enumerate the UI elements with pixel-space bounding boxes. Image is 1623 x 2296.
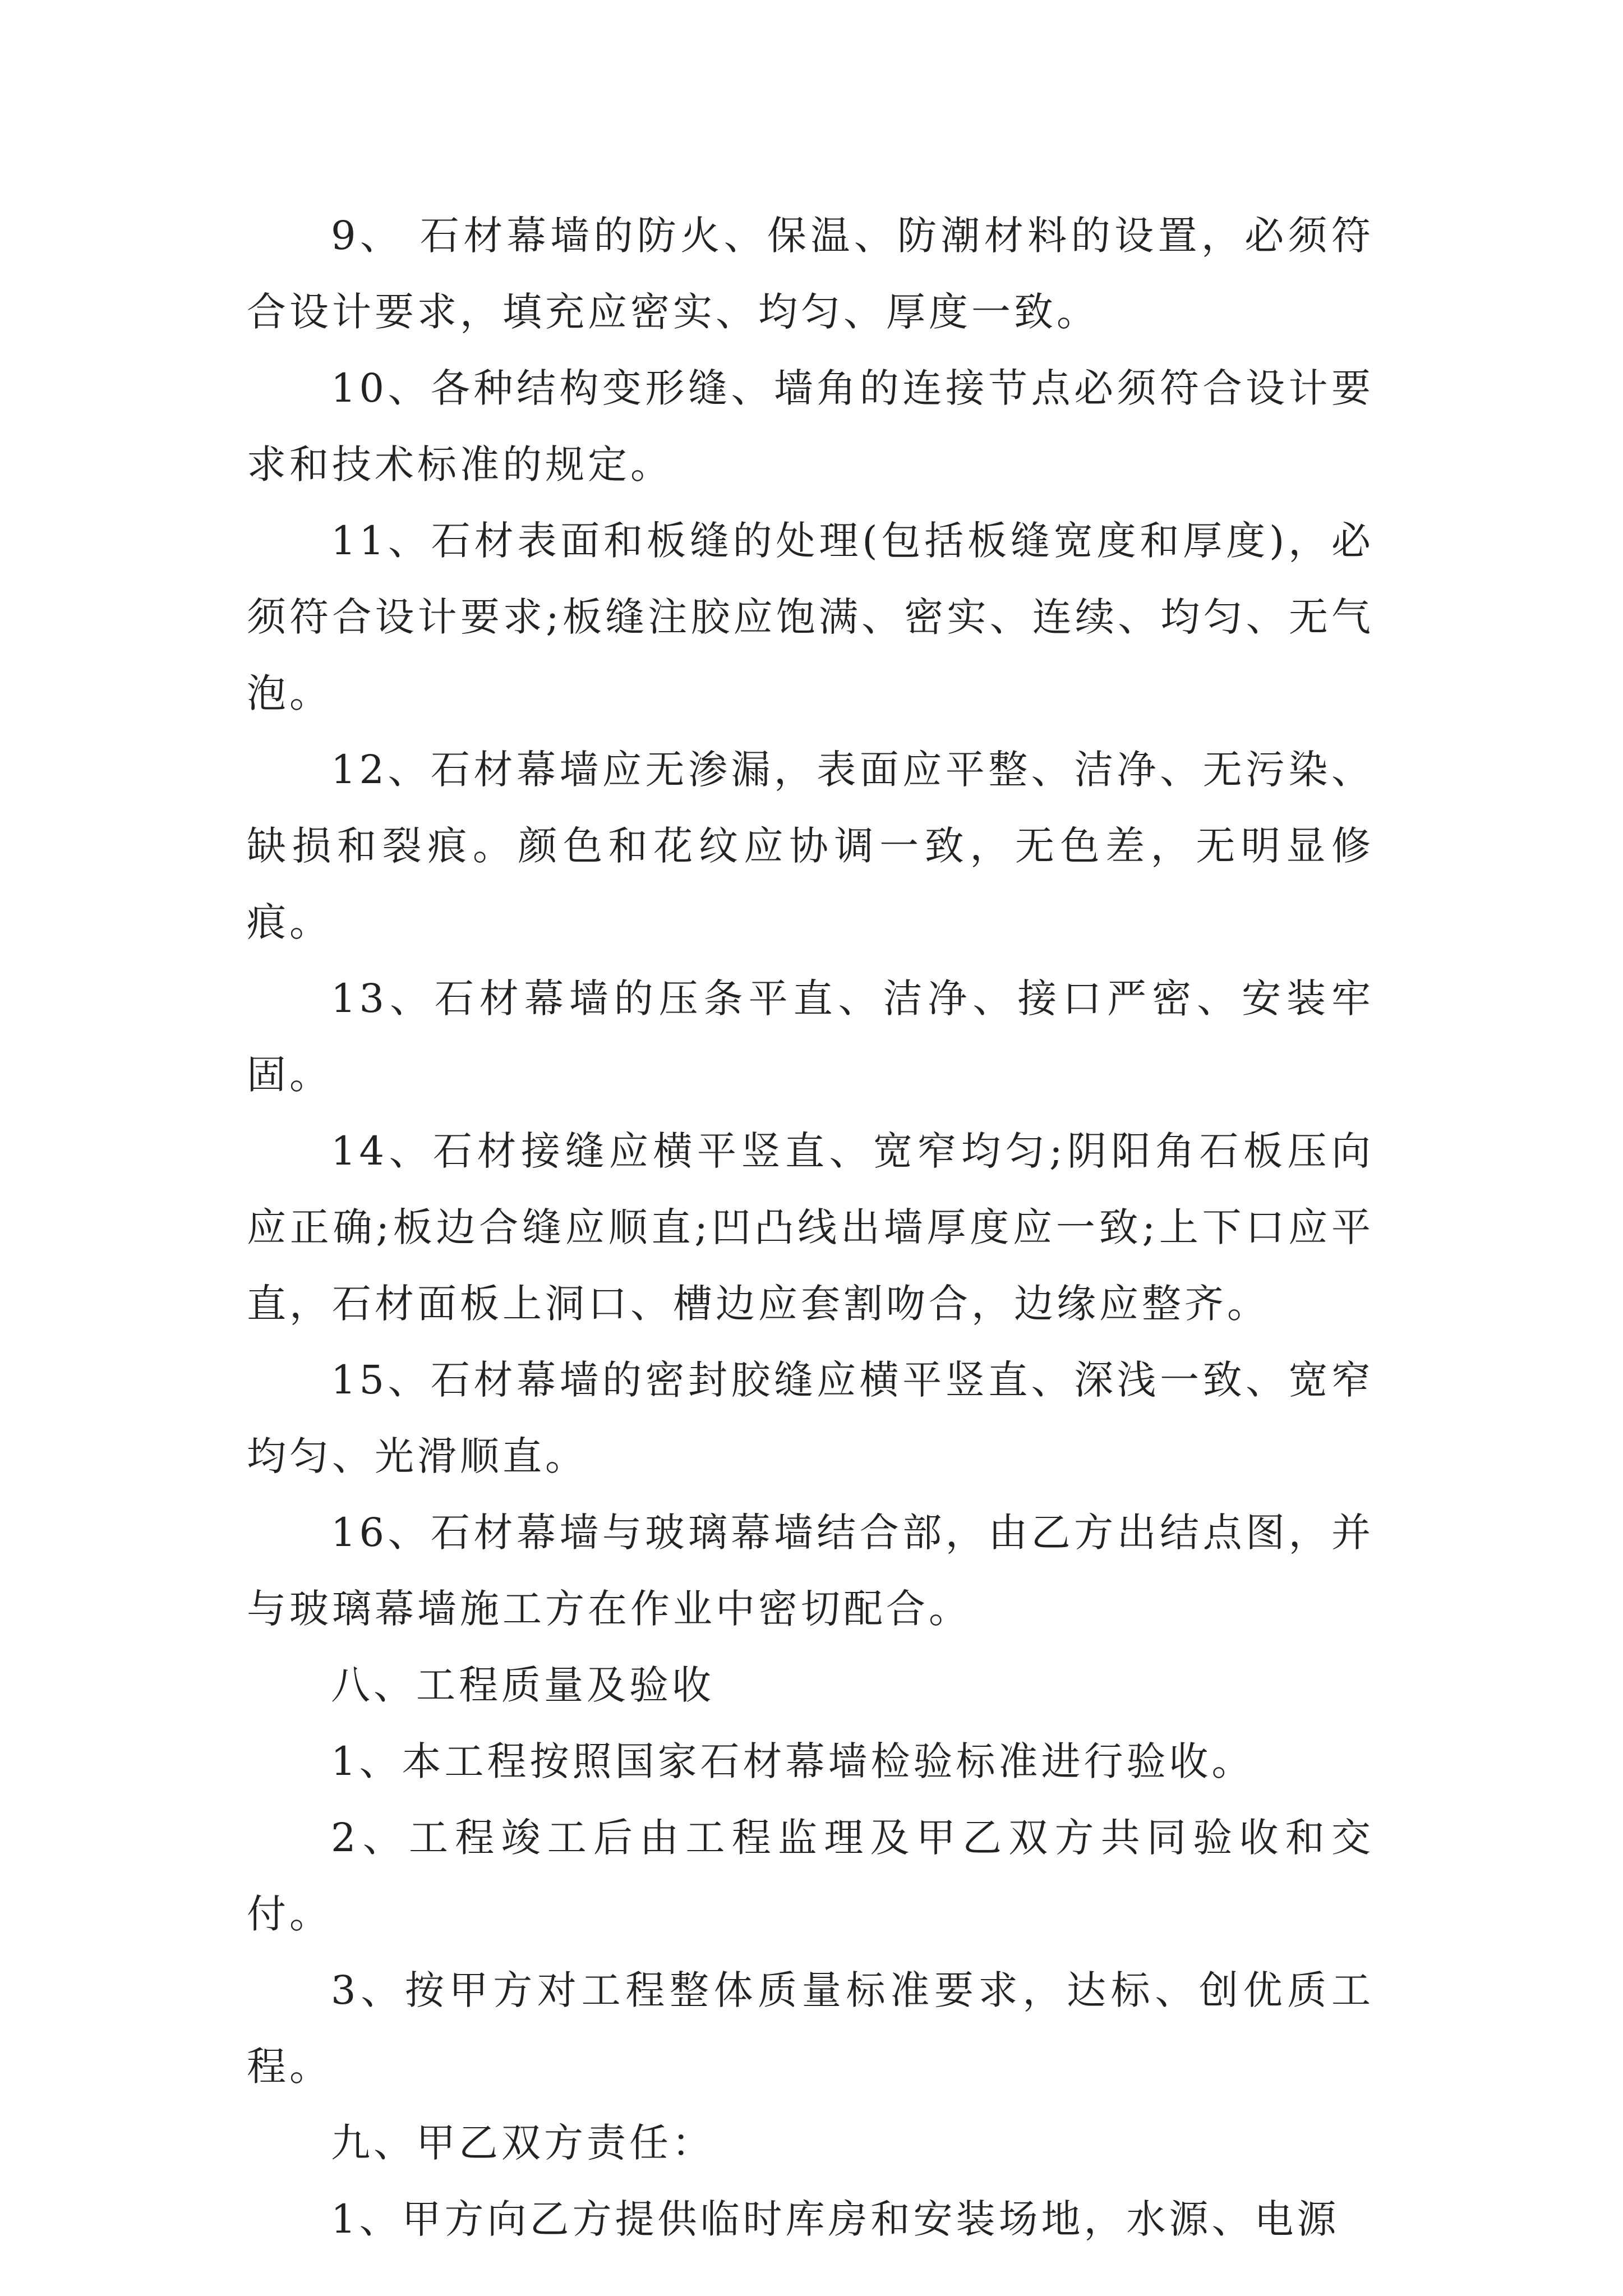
paragraph-15: 15、石材幕墙的密封胶缝应横平竖直、深浅一致、宽窄均匀、光滑顺直。 <box>247 1357 1374 1479</box>
paragraph-10: 10、各种结构变形缝、墙角的连接节点必须符合设计要求和技术标准的规定。 <box>247 365 1374 487</box>
acceptance-item-2: 2、工程竣工后由工程监理及甲乙双方共同验收和交付。 <box>247 1815 1374 1937</box>
paragraph-12: 12、石材幕墙应无渗漏，表面应平整、洁净、无污染、缺损和裂痕。颜色和花纹应协调一致，无色差，无明显修痕。 <box>247 747 1374 945</box>
section-heading-8: 八、工程质量及验收 <box>331 1662 714 1708</box>
paragraph-16: 16、石材幕墙与玻璃幕墙结合部，由乙方出结点图，并与玻璃幕墙施工方在作业中密切配合。 <box>247 1510 1374 1632</box>
paragraph-9: 9、 石材幕墙的防火、保温、防潮材料的设置，必须符合设计要求，填充应密实、均匀、厚度一致。 <box>247 213 1374 335</box>
paragraph-11: 11、石材表面和板缝的处理(包括板缝宽度和厚度)，必须符合设计要求;板缝注胶应饱满、密实、连续、均匀、无气泡。 <box>247 518 1374 716</box>
paragraph-14: 14、石材接缝应横平竖直、宽窄均匀;阴阳角石板压向应正确;板边合缝应顺直;凹凸线出墙厚度应一致;上下口应平直，石材面板上洞口、槽边应套割吻合，边缘应整齐。 <box>247 1128 1374 1327</box>
paragraph-13: 13、石材幕墙的压条平直、洁净、接口严密、安装牢固。 <box>247 976 1374 1098</box>
section-heading-9: 九、甲乙双方责任： <box>331 2120 714 2166</box>
acceptance-item-1: 1、本工程按照国家石材幕墙检验标准进行验收。 <box>331 1738 1255 1784</box>
acceptance-item-3: 3、按甲方对工程整体质量标准要求，达标、创优质工程。 <box>247 1967 1374 2090</box>
responsibility-item-1: 1、甲方向乙方提供临时库房和安装场地，水源、电源 <box>331 2196 1340 2242</box>
document-body <box>247 197 1374 2257</box>
